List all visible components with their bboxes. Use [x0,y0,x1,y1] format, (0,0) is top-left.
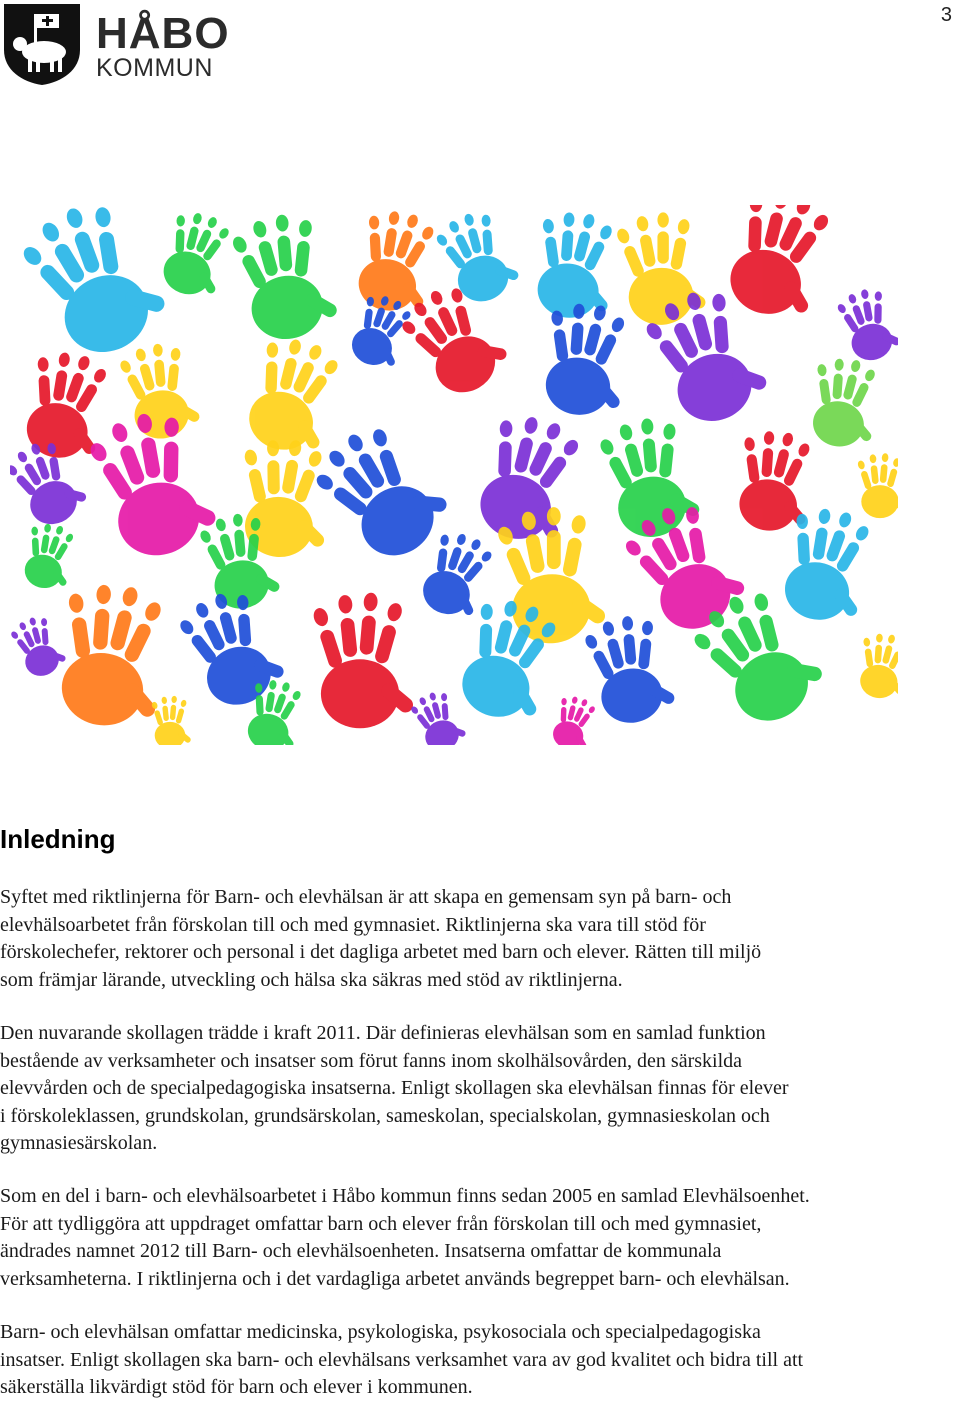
handprint [10,611,70,682]
handprint [546,691,603,745]
habo-kommun-logo [0,0,240,92]
handprint [151,696,192,745]
handprint [431,205,525,310]
handprint [311,592,416,728]
handprint [713,205,845,329]
handprint [12,205,178,370]
handprint [152,205,240,304]
handprint [17,518,82,594]
page-number: 3 [940,4,952,26]
section-heading: Inledning [0,824,116,854]
handprint [728,425,822,538]
handprint [116,338,204,444]
handprint [803,353,886,452]
logo-name: HÅBO [96,9,230,58]
logo-subtitle: KOMMUN [96,54,213,82]
handprint [581,610,680,729]
handprint [857,453,898,518]
handprint [614,209,710,329]
handprint [834,283,898,366]
paragraph-elevhalsoenhet: Som en del i barn- och elevhälsoarbetet i Håbo kommun finns sedan 2005 en samlad Elevhälsoenhet. För att tydliggöra att uppdraget omfattar barn och elever från förskolan till och med gymnasiet, ändrades namnet 2012 till Barn- och elevhälsoenheten. Insatserna omfattar de kommunala verksamheterna. I riktlinjerna och i det vardagliga arbetet används begreppet barn- och elevhälsan. [0,1185,810,1290]
handprint [407,686,470,745]
handprints-image [10,205,898,745]
handprint [227,207,343,346]
lamb-with-cross-shield-icon [0,0,84,86]
paragraph-intro: Syftet med riktlinjerna för Barn- och elevhälsan är att skapa en gemensam syn på barn- och elevhälsoarbetet från förskolan till och med gymnasiet. Riktlinjerna ska vara till stöd för förskolechefer, rektorer och personal i det dagliga arbetet med barn och elever. Rätten till miljö som främjar lärande, utveckling och hälsa ska säkras med stöd av riktlinjerna. [0,886,762,991]
paragraph-skollagen: Den nuvarande skollagen trädde i kraft 2011. Där definieras elevhälsan som en samlad funktion bestående av verksamheter och insatser som förut fanns inom skolhälsovården, den särskilda elevvården och de specialpedagogiska insatserna. Enligt skollagen ska elevhälsan finnas för elever i förskoleklassen, grundskolan, grundsärskolan, sameskolan, specialskolan, gymnasieskolan och gymnasiesärskolan. [0,1022,789,1154]
paragraph-insatser: Barn- och elevhälsan omfattar medicinska, psykologiska, psykosociala och specialpedagogiska insatser. Enligt skollagen ska barn- och elevhälsans verksamhet vara av god kvalitet och bidra till att säkerställa likvärdigt stöd för barn och elever i kommunen. [0,1321,804,1398]
handprint [534,297,639,423]
handprint [853,630,898,703]
handprint [304,410,461,574]
